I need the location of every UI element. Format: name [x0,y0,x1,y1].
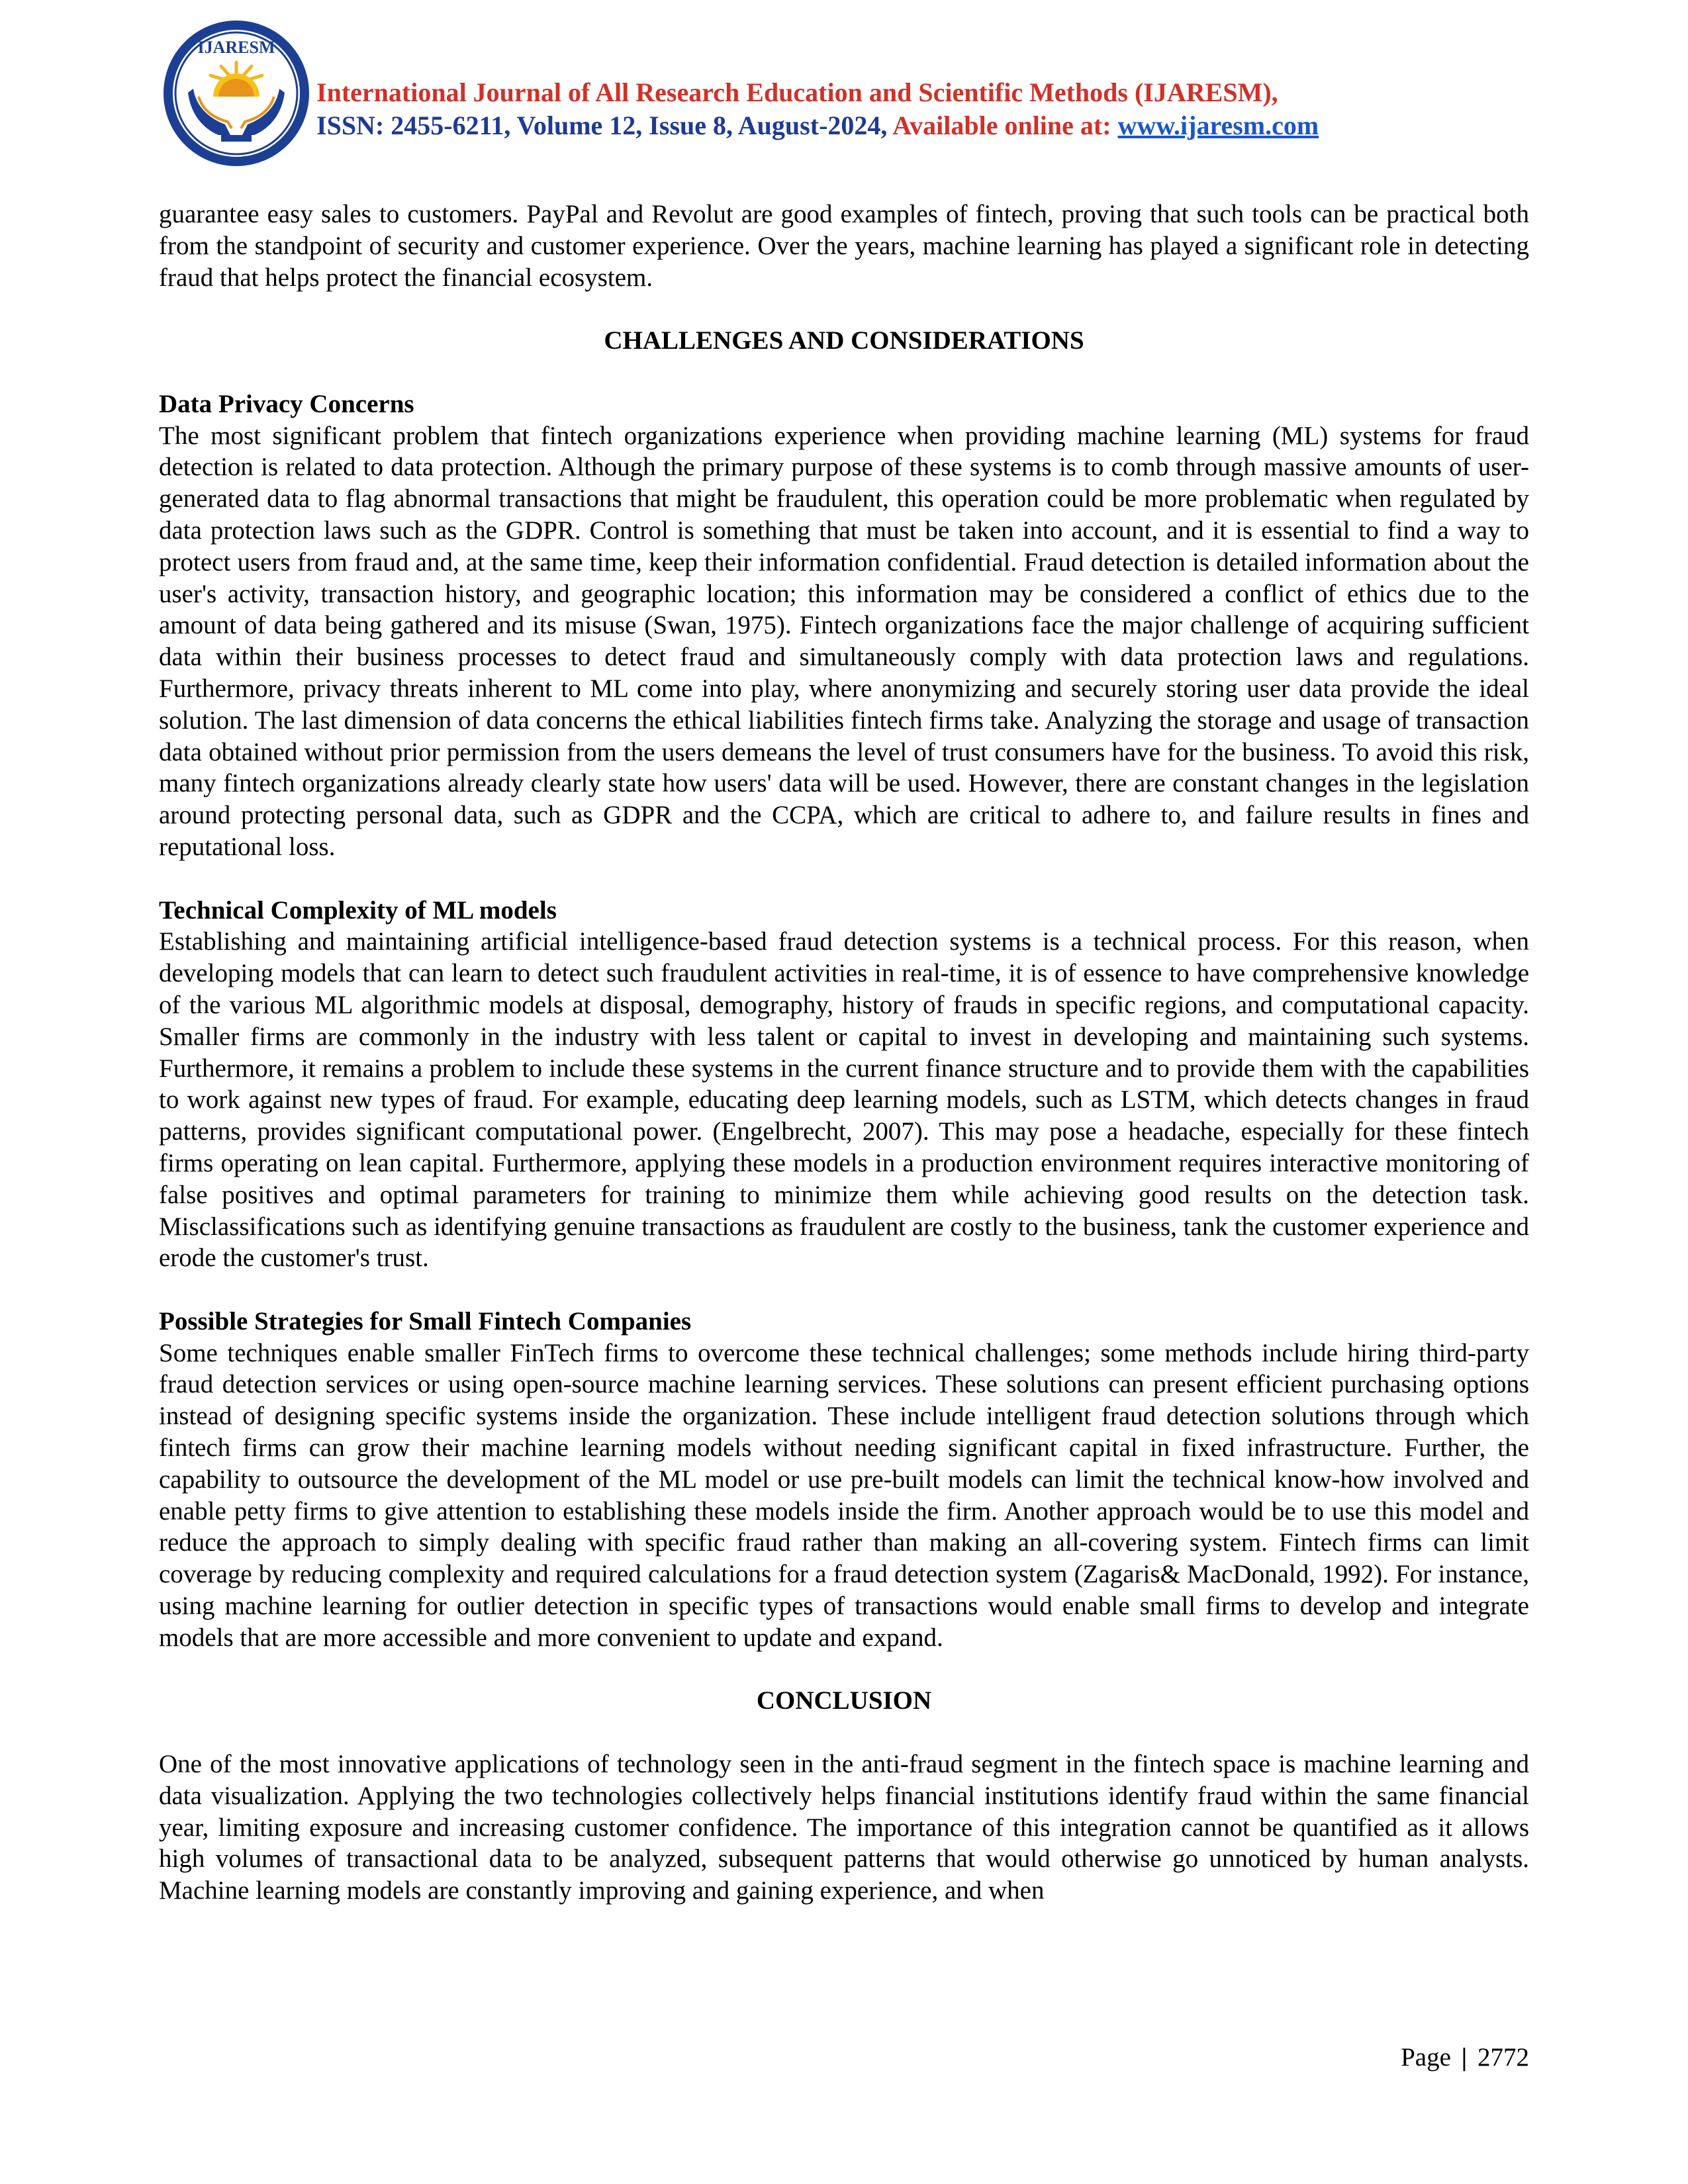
paragraph-strategies: Some techniques enable smaller FinTech firms to overcome these technical challenges; some methods include hiring third-party fraud detection services or using open-source machine learning services. These solutions can present efficient purchasing options instead of designing specific systems inside the organization. These include intelligent fraud detection solutions through which fintech firms can grow their machine learning models without needing significant capital in fixed infrastructure. Further, the capability to outsource the development of the ML model or use pre-built models can limit the technical know-how involved and enable petty firms to give attention to establishing these models inside the firm. Another approach would be to use this model and reduce the approach to simply dealing with specific fraud rather than making an all-covering system. Fintech firms can limit coverage by reducing complexity and required calculations for a fraud detection system (Zagaris& MacDonald, 1992). For instance, using machine learning for outlier detection in specific types of transactions would enable small firms to develop and integrate models that are more accessible and more convenient to update and expand. [159,1338,1529,1652]
subsection-title-data-privacy: Data Privacy Concerns [159,389,414,418]
page-separator: | [1461,2043,1468,2071]
journal-logo [162,19,311,168]
journal-name: International Journal of All Research Education and Scientific Methods (IJARESM), [316,77,1278,107]
paragraph-technical-complexity: Establishing and maintaining artificial intelligence-based fraud detection systems is a technical process. For this reason, when developing models that can learn to detect such fraudulent activities in real-time, it is of essence to have comprehensive knowledge of the various ML algorithmic models at disposal, demography, history of frauds in specific regions, and computational capacity. Smaller firms are commonly in the industry with less talent or capital to invest in developing and maintaining such systems. Furthermore, it remains a problem to include these systems in the current finance structure and to provide them with the capabilities to work against new types of fraud. For example, educating deep learning models, such as LSTM, which detects changes in fraud patterns, provides significant computational power. (Engelbrecht, 2007). This may pose a headache, especially for these fintech firms operating on lean capital. Furthermore, applying these models in a production environment requires interactive monitoring of false positives and optimal parameters for training to minimize them while achieving good results on the detection task. Misclassifications such as identifying genuine transactions as fraudulent are costly to the business, tank the customer experience and erode the customer's trust. [159,927,1529,1273]
article-body [159,199,1529,1907]
page-number: 2772 [1477,2043,1529,2071]
paragraph-data-privacy: The most significant problem that fintech organizations experience when providing machine learning (ML) systems for fraud detection is related to data protection. Although the primary purpose of these systems is to comb through massive amounts of user-generated data to flag abnormal transactions that might be fraudulent, this operation could be more problematic when regulated by data protection laws such as the GDPR. Control is something that must be taken into account, and it is essential to find a way to protect users from fraud and, at the same time, keep their information confidential. Fraud detection is detailed information about the user's activity, transaction history, and geographic location; this information may be considered a conflict of ethics due to the amount of data being gathered and its misuse (Swan, 1975). Fintech organizations face the major challenge of acquiring sufficient data within their business processes to detect fraud and simultaneously comply with data protection laws and regulations. Furthermore, privacy threats inherent to ML come into play, where anonymizing and securely storing user data provide the ideal solution. The last dimension of data concerns the ethical liabilities fintech firms take. Analyzing the storage and usage of transaction data obtained without prior permission from the users demeans the level of trust consumers have for the business. To avoid this risk, many fintech organizations already clearly state how users' data will be used. However, there are constant changes in the legislation around protecting personal data, such as GDPR and the CCPA, which are critical to adhere to, and failure results in fines and reputational loss. [159,421,1529,861]
section-title-conclusion: CONCLUSION [756,1686,932,1715]
issn-info: ISSN: 2455-6211, Volume 12, Issue 8, August-2024, [316,111,888,140]
logo-lettering: IJARESM [197,38,275,57]
subsection-title-strategies: Possible Strategies for Small Fintech Companies [159,1306,692,1336]
website-link[interactable]: www.ijaresm.com [1117,111,1319,140]
page-label: Page [1401,2043,1451,2071]
page-footer [1401,2042,1529,2072]
subsection-title-technical-complexity: Technical Complexity of ML models [159,895,557,925]
intro-paragraph: guarantee easy sales to customers. PayPal and Revolut are good examples of fintech, proving that such tools can be practical both from the standpoint of security and customer experience. Over the years, machine learning has played a significant role in detecting fraud that helps protect the financial ecosystem. [159,200,1529,292]
issn-line [316,110,1319,141]
paragraph-conclusion: One of the most innovative applications of technology seen in the anti-fraud segment in the fintech space is machine learning and data visualization. Applying the two technologies collectively helps financial institutions identify fraud within the same financial year, limiting exposure and increasing customer confidence. The importance of this integration cannot be quantified as it allows high volumes of transactional data to be analyzed, subsequent patterns that would otherwise go unnoticed by human analysts. Machine learning models are constantly improving and gaining experience, and when [159,1750,1529,1905]
section-title-challenges: CHALLENGES AND CONSIDERATIONS [604,326,1084,355]
availability-text: Available online at: [892,111,1111,140]
